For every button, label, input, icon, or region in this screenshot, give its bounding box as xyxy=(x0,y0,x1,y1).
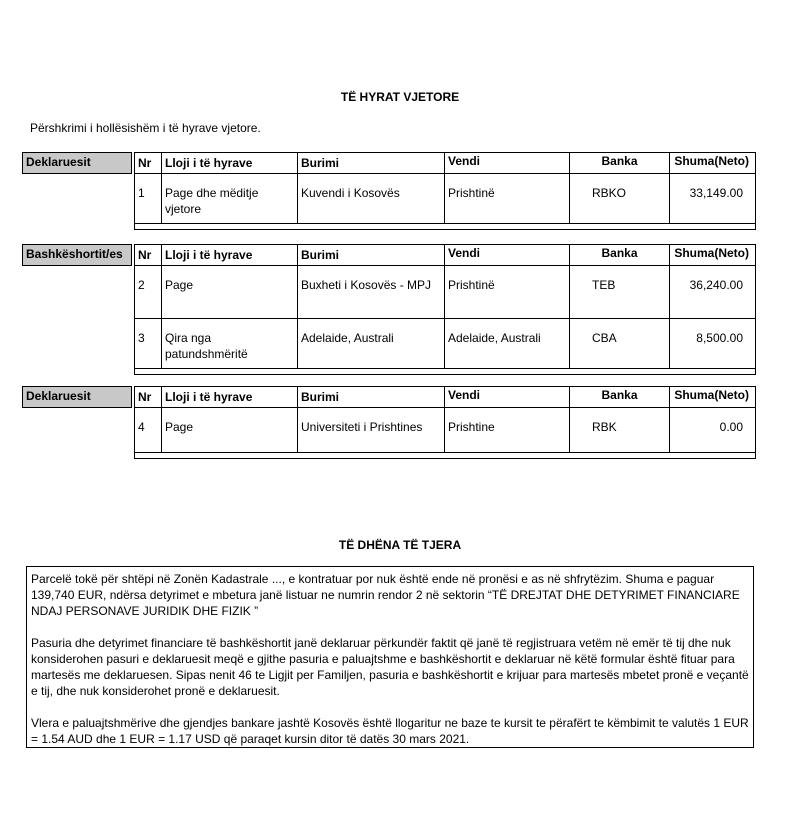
header-lloji: Lloji i të hyrave xyxy=(161,387,297,407)
section-label: Deklaruesit xyxy=(22,152,132,174)
header-shuma: Shuma(Neto) xyxy=(669,153,755,173)
other-info-paragraph: Parcelë tokë për shtëpi në Zonën Kadastrale ..., e kontratuar por nuk është ende në pronësi e as në shfrytëzim. Shuma e paguar 139,740 EUR, ndërsa detyrimet e mbetura janë listuar ne numrin rendor 2 në sektorin “TË DREJTAT DHE DETYRIMET FINANCIARE NDAJ PERSONAVE JURIDIK DHE FIZIK ” xyxy=(31,572,740,618)
cell-shuma: 8,500.00 xyxy=(669,319,755,368)
header-lloji: Lloji i të hyrave xyxy=(161,245,297,265)
cell-banka: RBK xyxy=(569,408,669,452)
table-row-spacer xyxy=(135,369,755,374)
table-row xyxy=(135,174,755,224)
cell-nr: 4 xyxy=(138,420,145,434)
header-banka: Banka xyxy=(569,245,669,265)
cell-nr: 2 xyxy=(138,278,145,292)
section-label: Bashkëshortit/es xyxy=(22,244,132,266)
cell-lloji: Qira nga patundshmëritë xyxy=(161,319,297,368)
cell-vendi: Prishtine xyxy=(444,408,569,452)
cell-banka: TEB xyxy=(569,266,669,318)
income-table xyxy=(134,152,756,230)
header-shuma: Shuma(Neto) xyxy=(669,245,755,265)
cell-shuma: 33,149.00 xyxy=(669,174,755,223)
header-burimi: Burimi xyxy=(297,245,444,265)
other-info-box xyxy=(26,566,754,748)
header-lloji: Lloji i të hyrave xyxy=(161,153,297,173)
header-nr: Nr xyxy=(138,248,152,262)
cell-shuma: 36,240.00 xyxy=(669,266,755,318)
table-row xyxy=(135,408,755,453)
cell-burimi: Kuvendi i Kosovës xyxy=(297,174,444,223)
table-header xyxy=(135,245,755,266)
other-info-paragraph: Pasuria dhe detyrimet financiare të bashkëshortit janë deklaruar përkundër faktit që janë të regjistruara vetëm në emër të tij dhe nuk konsiderohen pasuri e deklaruesit meqë e gjithe pasuria e paluajtshme e bashkëshortit e deklaruar në këtë formular është fituar para martesës me deklaruesen. Sipas nenit 46 te Ligjit per Familjen, pasuria e bashkëshortit e krijuar para martesës mbetet pronë e veçantë e tij, dhe nuk konsiderohet pronë e deklaruesit. xyxy=(31,636,749,698)
cell-banka: CBA xyxy=(569,319,669,368)
cell-vendi: Adelaide, Australi xyxy=(444,319,569,368)
header-vendi: Vendi xyxy=(444,387,569,407)
cell-banka: RBKO xyxy=(569,174,669,223)
income-table xyxy=(134,386,756,459)
cell-vendi: Prishtinë xyxy=(444,174,569,223)
cell-lloji: Page xyxy=(161,408,297,452)
intro-text: Përshkrimi i hollësishëm i të hyrave vjetore. xyxy=(30,121,261,135)
table-row xyxy=(135,266,755,319)
cell-nr: 3 xyxy=(138,331,145,345)
header-banka: Banka xyxy=(569,153,669,173)
cell-vendi: Prishtinë xyxy=(444,266,569,318)
other-info-title: TË DHËNA TË TJERA xyxy=(338,538,462,552)
cell-burimi: Adelaide, Australi xyxy=(297,319,444,368)
income-table xyxy=(134,244,756,375)
table-row-spacer xyxy=(135,453,755,458)
header-burimi: Burimi xyxy=(297,387,444,407)
other-info-paragraph: Vlera e paluajtshmërive dhe gjendjes bankare jashtë Kosovës është llogaritur ne baze te kursit te përafërt te këmbimit te valutës 1 EUR = 1.54 AUD dhe 1 EUR = 1.17 USD që paraqet kursin ditor të datës 30 mars 2021. xyxy=(31,716,749,746)
table-row xyxy=(135,319,755,369)
cell-nr: 1 xyxy=(138,186,145,200)
header-shuma: Shuma(Neto) xyxy=(669,387,755,407)
cell-burimi: Universiteti i Prishtines xyxy=(297,408,444,452)
cell-burimi: Buxheti i Kosovës - MPJ xyxy=(297,266,444,318)
cell-lloji: Page xyxy=(161,266,297,318)
cell-lloji: Page dhe mëditje vjetore xyxy=(161,174,297,223)
header-nr: Nr xyxy=(138,390,152,404)
header-vendi: Vendi xyxy=(444,153,569,173)
header-vendi: Vendi xyxy=(444,245,569,265)
table-header xyxy=(135,387,755,408)
table-header xyxy=(135,153,755,174)
header-burimi: Burimi xyxy=(297,153,444,173)
table-row-spacer xyxy=(135,224,755,229)
section-label: Deklaruesit xyxy=(22,386,132,408)
header-banka: Banka xyxy=(569,387,669,407)
cell-shuma: 0.00 xyxy=(669,408,755,452)
page-title: TË HYRAT VJETORE xyxy=(340,90,460,104)
header-nr: Nr xyxy=(138,156,152,170)
